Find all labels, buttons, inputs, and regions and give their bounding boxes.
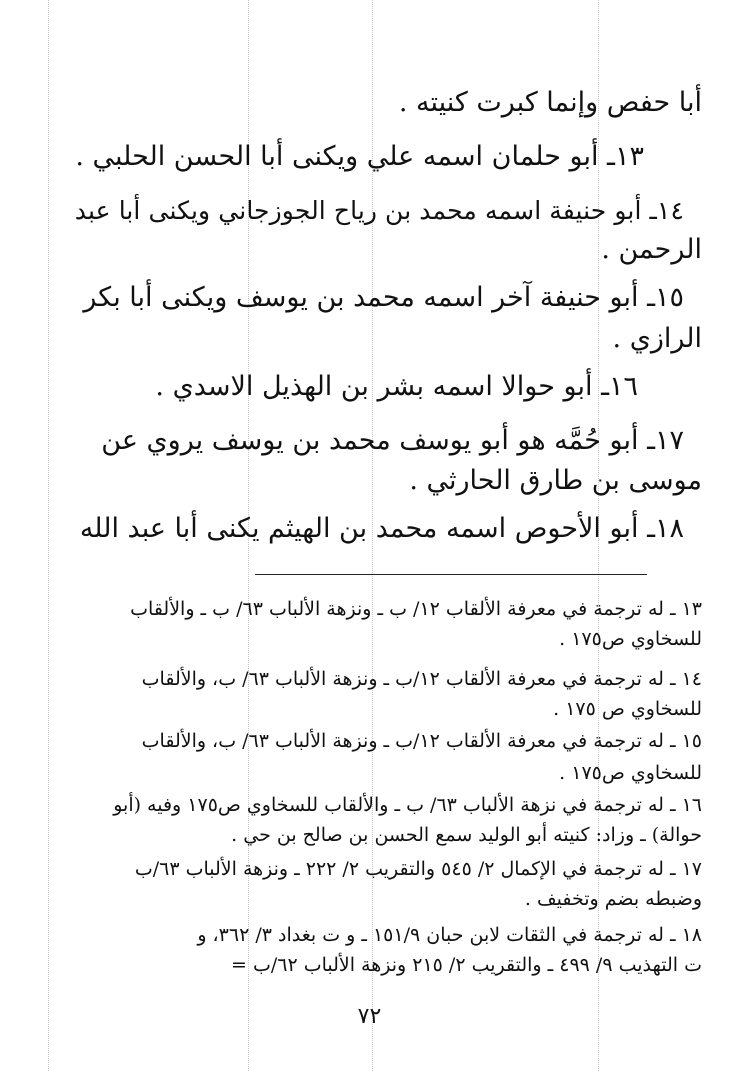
footnote-line: ١٥ ـ له ترجمة في معرفة الألقاب ١٢/ب ـ ونزهة الألباب ٦٣/ ب، والألقاب <box>141 730 702 752</box>
text-line: ١٨ـ أبو الأحوص اسمه محمد بن الهيثم يكنى أبا عبد الله <box>79 513 684 544</box>
footnote-line: للسخاوي ص١٧٥ . <box>559 628 702 650</box>
footnote-line: ١٨ ـ له ترجمة في الثقات لابن حبان ١٥١/٩ ـ و ت بغداد ٣/ ٣٦٢، و <box>197 924 702 946</box>
text-line: الرحمن . <box>601 234 702 265</box>
footnote-line: ١٧ ـ له ترجمة في الإكمال ٢/ ٥٤٥ والتقريب ٢/ ٢٢٢ ـ ونزهة الألباب ٦٣/ب <box>134 858 702 880</box>
footnote-line: ت التهذيب ٩/ ٤٩٩ ـ والتقريب ٢/ ٢١٥ ونزهة الألباب ٦٢/ب = <box>230 954 702 976</box>
text-line: الرازي . <box>612 323 702 354</box>
scan-dotted-line <box>48 0 49 1071</box>
footnote-divider <box>255 574 647 575</box>
footnote-line: ١٤ ـ له ترجمة في معرفة الألقاب ١٢/ب ـ ونزهة الألباب ٦٣/ ب، والألقاب <box>141 668 702 690</box>
text-line: ١٤ـ أبو حنيفة اسمه محمد بن رياح الجوزجاني ويكنى أبا عبد <box>74 196 684 225</box>
footnote-line: ١٦ ـ له ترجمة في نزهة الألباب ٦٣/ ب ـ والألقاب للسخاوي ص١٧٥ وفيه (أبو <box>113 794 702 816</box>
footnote-line: وضبطه بضم وتخفيف . <box>524 888 702 910</box>
page-number: ٧٢ <box>357 1004 382 1029</box>
footnote-line: حوالة) ـ وزاد: كنيته أبو الوليد سمع الحسن بن صالح بن حي . <box>231 824 702 846</box>
text-line: ١٣ـ أبو حلمان اسمه علي ويكنى أبا الحسن الحلبي . <box>75 141 644 172</box>
text-line: ١٥ـ أبو حنيفة آخر اسمه محمد بن يوسف ويكنى أبا بكر <box>83 282 684 313</box>
footnote-line: للسخاوي ص١٧٥ . <box>559 762 702 784</box>
text-line: ١٦ـ أبو حوالا اسمه بشر بن الهذيل الاسدي . <box>155 371 638 402</box>
footnote-line: للسخاوي ص ١٧٥ . <box>553 698 702 720</box>
footnote-line: ١٣ ـ له ترجمة في معرفة الألقاب ١٢/ ب ـ ونزهة الألباب ٦٣/ ب ـ والألقاب <box>130 598 702 620</box>
text-line: أبا حفص وإنما كبرت كنيته . <box>398 87 702 118</box>
text-line: ١٧ـ أبو حُمَّه هو أبو يوسف محمد بن يوسف يروي عن <box>101 425 684 456</box>
text-line: موسى بن طارق الحارثي . <box>409 465 702 496</box>
